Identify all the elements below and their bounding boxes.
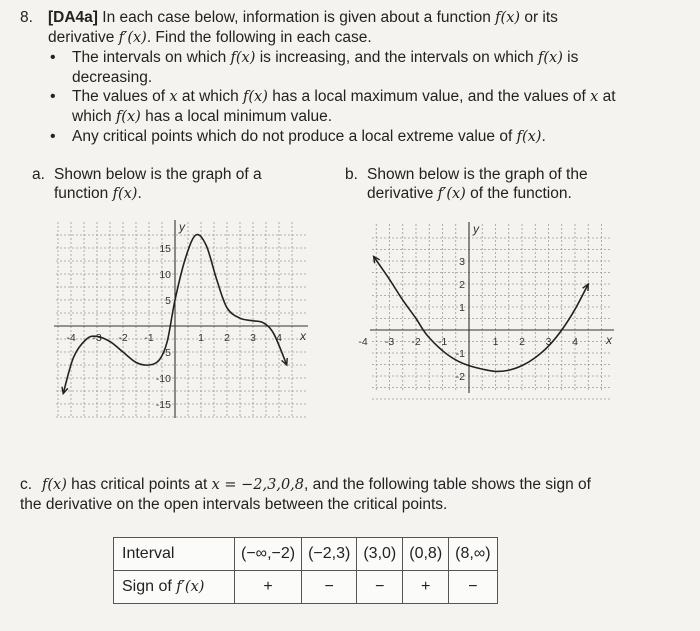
table-row-label: Sign of f′(x) xyxy=(114,571,235,604)
x-tick-label: -1 xyxy=(144,332,154,344)
intro-text: or its xyxy=(520,9,558,26)
part-c-text: c. f(x) has critical points at x = −2,3,0,8, and the following table shows the sign of the derivative on the open intervals between the critical points. xyxy=(20,476,591,513)
x-tick-label: 3 xyxy=(545,336,552,348)
intro-text: . Find the following in each case. xyxy=(146,29,372,46)
table-header-cell: (8,∞) xyxy=(449,538,497,571)
table-header-cell: (−∞,−2) xyxy=(235,538,302,571)
y-tick-label: -1 xyxy=(455,348,465,360)
task-item: • The values of x at which f(x) has a local maximum value, and the values of x at which f(x) has a local minimum value. xyxy=(50,87,670,127)
x-tick-label: -2 xyxy=(411,336,421,348)
x-tick-label: 2 xyxy=(224,332,230,344)
x-tick-label: 3 xyxy=(250,332,256,344)
table-header-cell: Interval xyxy=(114,538,235,571)
task-list xyxy=(50,48,670,147)
x-axis-label: x xyxy=(606,333,612,347)
graph-f xyxy=(52,218,310,420)
problem-number: 8. xyxy=(20,9,33,26)
x-tick-label: -3 xyxy=(384,336,395,348)
intro-text: derivative xyxy=(48,29,119,46)
sign-table xyxy=(113,537,498,604)
y-tick-label: 2 xyxy=(459,279,465,291)
y-tick-label: 1 xyxy=(459,302,465,314)
y-tick-label: -2 xyxy=(455,371,465,383)
x-tick-label: -4 xyxy=(66,332,76,344)
y-axis-label: y xyxy=(179,220,185,234)
function-curve xyxy=(374,256,589,371)
y-tick-label: 15 xyxy=(159,243,171,255)
table-header-cell: (0,8) xyxy=(403,538,449,571)
table-cell: + xyxy=(235,571,302,604)
x-tick-label: 4 xyxy=(572,336,578,348)
y-tick-label: -15 xyxy=(155,399,171,411)
intro-text: In each case below, information is given about a function xyxy=(97,9,496,26)
x-tick-label: -3 xyxy=(92,332,102,344)
y-tick-label: 5 xyxy=(165,295,171,307)
task-item: • The intervals on which f(x) is increasing, and the intervals on which f(x) is decreasing. xyxy=(50,48,670,87)
y-tick-label: 3 xyxy=(459,256,465,268)
table-row xyxy=(114,538,498,571)
x-tick-label: 1 xyxy=(198,332,204,344)
math-fx: f(x) xyxy=(495,10,521,26)
table-header-cell: (3,0) xyxy=(357,538,403,571)
table-cell: − xyxy=(302,571,357,604)
y-tick-label: -5 xyxy=(161,347,171,359)
x-tick-label: 2 xyxy=(519,336,525,348)
table-header-cell: (−2,3) xyxy=(302,538,357,571)
part-a-text: a. Shown below is the graph of a function f(x). xyxy=(32,166,262,202)
x-tick-label: -1 xyxy=(437,336,448,348)
problem-tag: [DA4a] xyxy=(48,9,98,26)
math-fpx: f′(x) xyxy=(118,30,147,46)
table-cell: − xyxy=(357,571,403,604)
part-label: b. xyxy=(345,166,358,183)
x-tick-label: 4 xyxy=(276,332,282,344)
y-axis-label: y xyxy=(473,222,479,236)
problem-intro xyxy=(48,8,678,48)
table-cell: + xyxy=(403,571,449,604)
x-axis-label: x xyxy=(300,329,306,343)
y-tick-label: -10 xyxy=(155,373,171,385)
table-cell: − xyxy=(449,571,497,604)
x-tick-label: 1 xyxy=(492,336,499,348)
part-b-text: b. Shown below is the graph of the derivative f′(x) of the function. xyxy=(345,166,588,202)
graph-f-prime xyxy=(358,220,616,395)
x-tick-label: -4 xyxy=(358,336,368,348)
part-label: c. xyxy=(20,476,33,493)
task-item: • Any critical points which do not produce a local extreme value of f(x). xyxy=(50,127,670,147)
y-tick-label: 10 xyxy=(159,269,171,281)
part-label: a. xyxy=(32,166,45,183)
table-row xyxy=(114,571,498,604)
x-tick-label: -2 xyxy=(118,332,128,344)
